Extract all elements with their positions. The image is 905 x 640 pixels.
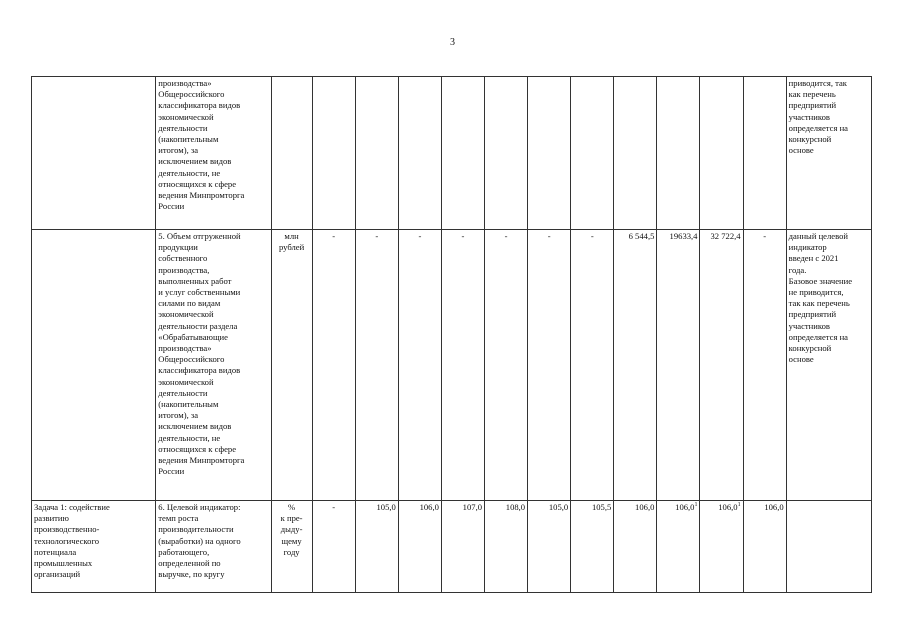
value-cell: - [528,230,571,501]
task-cell [32,77,156,230]
value-cell [743,77,786,230]
value-cell [614,77,657,230]
value-text: 106,0 [718,502,738,512]
value-cell: 6 544,5 [614,230,657,501]
value-cell [657,77,700,230]
table-row [32,230,872,501]
value-cell [657,501,700,593]
page-number: 3 [450,37,455,48]
indicator-cell: производства» Общероссийского классификатора видов экономической деятельности (накопительным итогом), за исключением видов деятельности, не относящихся к сфере ведения Минпромторга России [156,77,271,230]
value-cell: - [355,230,398,501]
task-cell: Задача 1: содействие развитию производственно- технологического потенциала промышленных организаций [32,501,156,593]
value-cell: 106,0 [398,501,441,593]
value-cell: - [441,230,484,501]
value-cell [571,77,614,230]
note-cell [786,501,871,593]
value-cell: - [571,230,614,501]
value-cell: - [312,230,355,501]
value-cell [528,77,571,230]
value-cell [355,77,398,230]
value-cell [441,77,484,230]
value-cell: - [398,230,441,501]
indicators-table [31,76,872,593]
value-cell: 107,0 [441,501,484,593]
value-cell: 32 722,4 [700,230,743,501]
footnote-marker: 1 [694,502,698,509]
unit-cell: млн рублей [271,230,312,501]
value-cell: - [743,230,786,501]
value-cell: - [485,230,528,501]
note-cell: приводится, так как перечень предприятий участников определяется на конкурсной основе [786,77,871,230]
value-cell: 108,0 [485,501,528,593]
value-cell [700,501,743,593]
table-row [32,501,872,593]
value-cell [485,77,528,230]
value-cell: - [312,501,355,593]
value-cell: 106,0 [614,501,657,593]
footnote-marker: 1 [737,502,741,509]
value-cell [312,77,355,230]
value-cell: 105,0 [528,501,571,593]
table-row [32,77,872,230]
note-cell: данный целевой индикатор введен с 2021 года. Базовое значение не приводится, так как перечень предприятий участников определяется на конкурсной основе [786,230,871,501]
indicator-cell: 6. Целевой индикатор: темп роста производительности (выработки) на одного работающего, определенной по выручке, по кругу [156,501,271,593]
value-cell: 106,0 [743,501,786,593]
value-cell [700,77,743,230]
unit-cell: % к пре- дыду- щему году [271,501,312,593]
value-cell: 105,0 [355,501,398,593]
value-cell: 19633,4 [657,230,700,501]
value-cell [398,77,441,230]
task-cell [32,230,156,501]
indicator-cell: 5. Объем отгруженной продукции собственного производства, выполненных работ и услуг собственными силами по видам экономической деятельности раздела «Обрабатывающие производства» Общероссийского классификатора видов экономической деятельности (накопительным итогом), за исключением видов деятельности, не относящихся к сфере ведения Минпромторга России [156,230,271,501]
value-cell: 105,5 [571,501,614,593]
unit-cell [271,77,312,230]
value-text: 106,0 [675,502,695,512]
